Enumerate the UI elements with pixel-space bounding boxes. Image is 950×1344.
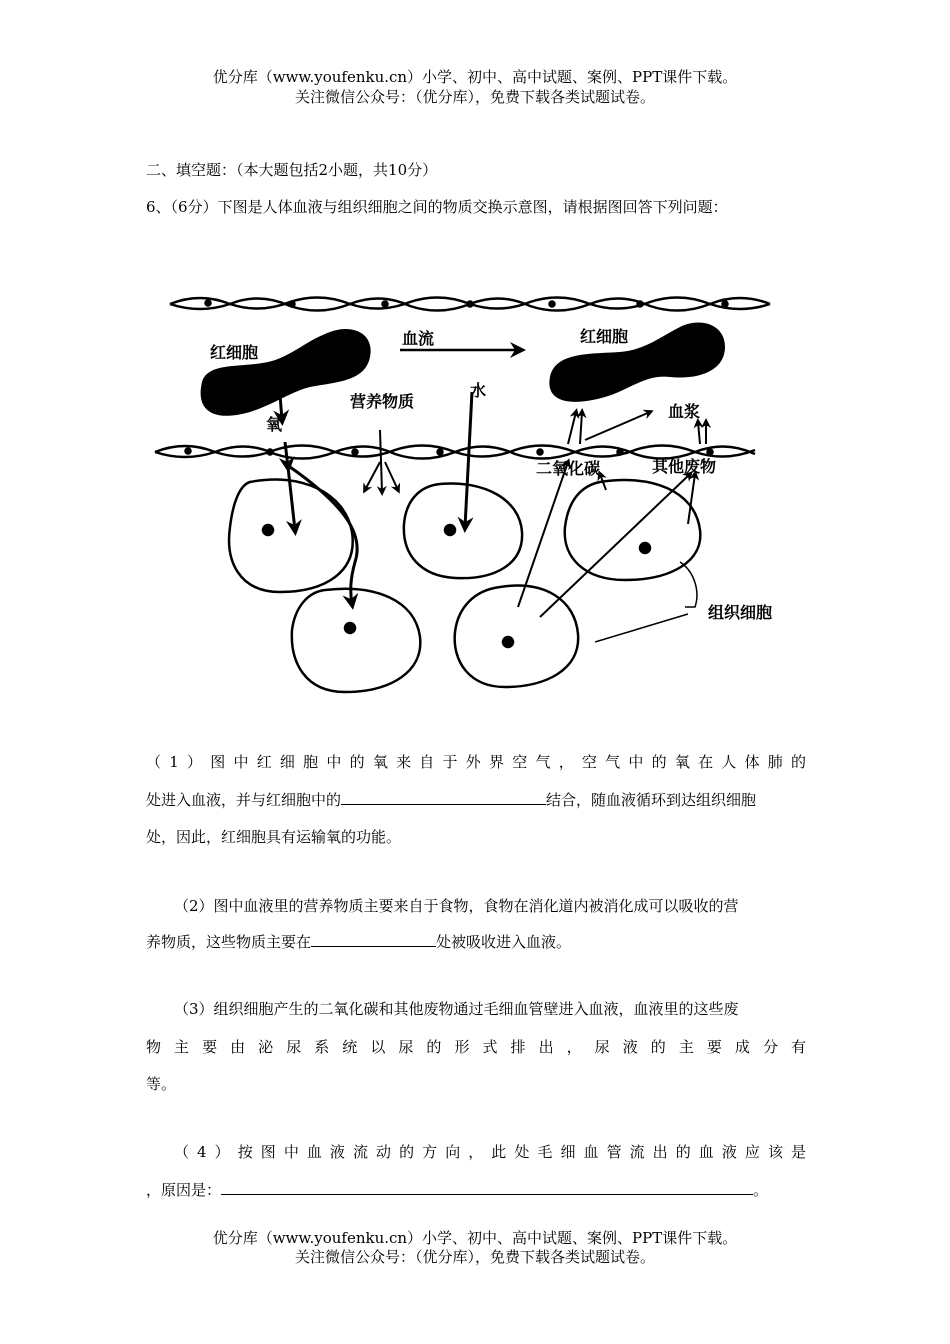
label-blood-flow: 血流 [402,329,435,348]
q4-reason-blank[interactable] [221,1180,753,1195]
tissue-cell-4 [292,589,420,692]
q2-line-2-suffix: 处被吸收进入血液。 [436,933,572,951]
q1-line-1: （1）图中红细胞中的氧来自于外界空气，空气中的氧在人体肺的 [146,753,806,771]
tissue-cell-5 [455,586,578,687]
q4-line-2 [146,1180,768,1200]
label-rbc-left: 红细胞 [210,343,259,362]
red-blood-cell-left [201,329,371,416]
header-line-2: 关注微信公众号：（优分库），免费下载各类试题试卷。 [294,88,655,106]
tissue-cell-2 [404,483,522,578]
q1-line-2-suffix: 结合，随血液循环到达组织细胞 [546,791,757,809]
q2-answer-blank[interactable] [311,932,436,947]
q2-line-2 [146,932,571,952]
q4-line-2-suffix: 。 [753,1181,769,1199]
label-nutrients: 营养物质 [350,392,415,411]
label-other-waste: 其他废物 [652,457,717,476]
q1-answer-blank[interactable] [341,790,546,805]
q1-line-2-prefix: 处进入血液，并与红细胞中的 [146,791,342,809]
label-plasma: 血浆 [668,402,701,421]
q3-line-1: （3）组织细胞产生的二氧化碳和其他废物通过毛细血管壁进入血液，血液里的这些废 [174,1000,739,1018]
capillary-wall-top [170,297,770,310]
label-rbc-right: 红细胞 [580,327,629,346]
header-line-1: 优分库（www.youfenku.cn）小学、初中、高中试题、案例、PPT课件下载。 [212,68,738,86]
label-tissue-cells: 组织细胞 [708,603,773,622]
q1-line-2 [146,790,756,810]
exchange-arrows [280,350,706,642]
q1-line-3: 处，因此，红细胞具有运输氧的功能。 [146,828,402,846]
label-water: 水 [470,381,487,400]
q4-line-1: （4）按图中血液流动的方向，此处毛细血管流出的血液应该是 [174,1143,806,1161]
q4-line-2-prefix: ，原因是： [146,1181,222,1199]
q2-line-2-prefix: 养物质，这些物质主要在 [146,933,312,951]
footer-line-2: 关注微信公众号：（优分库），免费下载各类试题试卷。 [294,1248,655,1266]
q3-line-2: 物主要由泌尿系统以尿的形式排出，尿液的主要成分有 [146,1038,806,1056]
material-exchange-diagram [140,262,820,712]
question-6-prompt: 6、（6分）下图是人体血液与组织细胞之间的物质交换示意图，请根据图回答下列问题： [146,198,728,216]
q3-line-3: 等。 [146,1075,177,1093]
label-oxygen: 氧 [266,415,283,434]
red-blood-cell-right [549,323,725,402]
section-title: 二、填空题：（本大题包括2小题，共10分） [146,161,438,179]
footer-line-1: 优分库（www.youfenku.cn）小学、初中、高中试题、案例、PPT课件下载。 [212,1229,738,1247]
label-co2: 二氧化碳 [536,459,601,478]
q2-line-1: （2）图中血液里的营养物质主要来自于食物，食物在消化道内被消化成可以吸收的营 [174,897,739,915]
